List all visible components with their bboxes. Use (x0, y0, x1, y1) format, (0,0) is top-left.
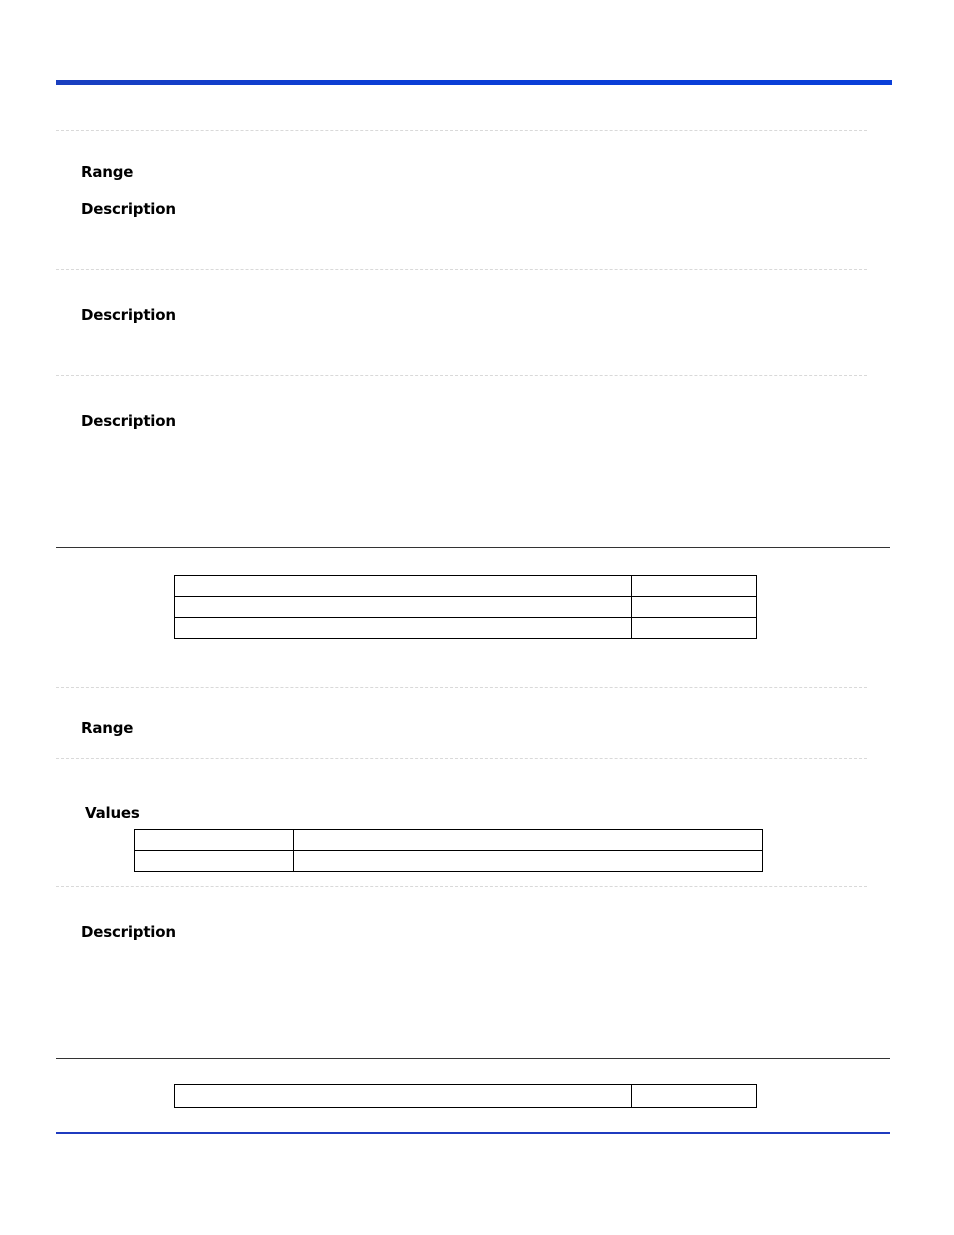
table-cell (293, 830, 762, 851)
table-cell (632, 597, 757, 618)
section-divider (56, 269, 867, 270)
section-divider (56, 758, 867, 759)
table-row (175, 618, 757, 639)
table-cell (175, 576, 632, 597)
values-label: Values (85, 804, 140, 822)
table-cell (175, 618, 632, 639)
table-b (134, 829, 763, 872)
table-c (174, 1084, 757, 1108)
section-rule (56, 547, 890, 548)
table-row (175, 597, 757, 618)
table-row (135, 851, 763, 872)
description-label: Description (81, 306, 176, 324)
description-label: Description (81, 412, 176, 430)
description-label: Description (81, 200, 176, 218)
range-label: Range (81, 719, 134, 737)
table-row (175, 1085, 757, 1108)
table-row (135, 830, 763, 851)
section-rule (56, 1058, 890, 1059)
section-divider (56, 687, 867, 688)
table-cell (632, 576, 757, 597)
footer-rule (56, 1132, 890, 1134)
section-divider (56, 130, 867, 131)
table-cell (135, 830, 294, 851)
table-cell (175, 1085, 632, 1108)
section-divider (56, 886, 867, 887)
header-rule (56, 80, 892, 85)
description-label: Description (81, 923, 176, 941)
section-divider (56, 375, 867, 376)
table-cell (293, 851, 762, 872)
table-cell (632, 1085, 757, 1108)
table-cell (135, 851, 294, 872)
table-cell (175, 597, 632, 618)
table-cell (632, 618, 757, 639)
table-a (174, 575, 757, 639)
table-row (175, 576, 757, 597)
range-label: Range (81, 163, 134, 181)
